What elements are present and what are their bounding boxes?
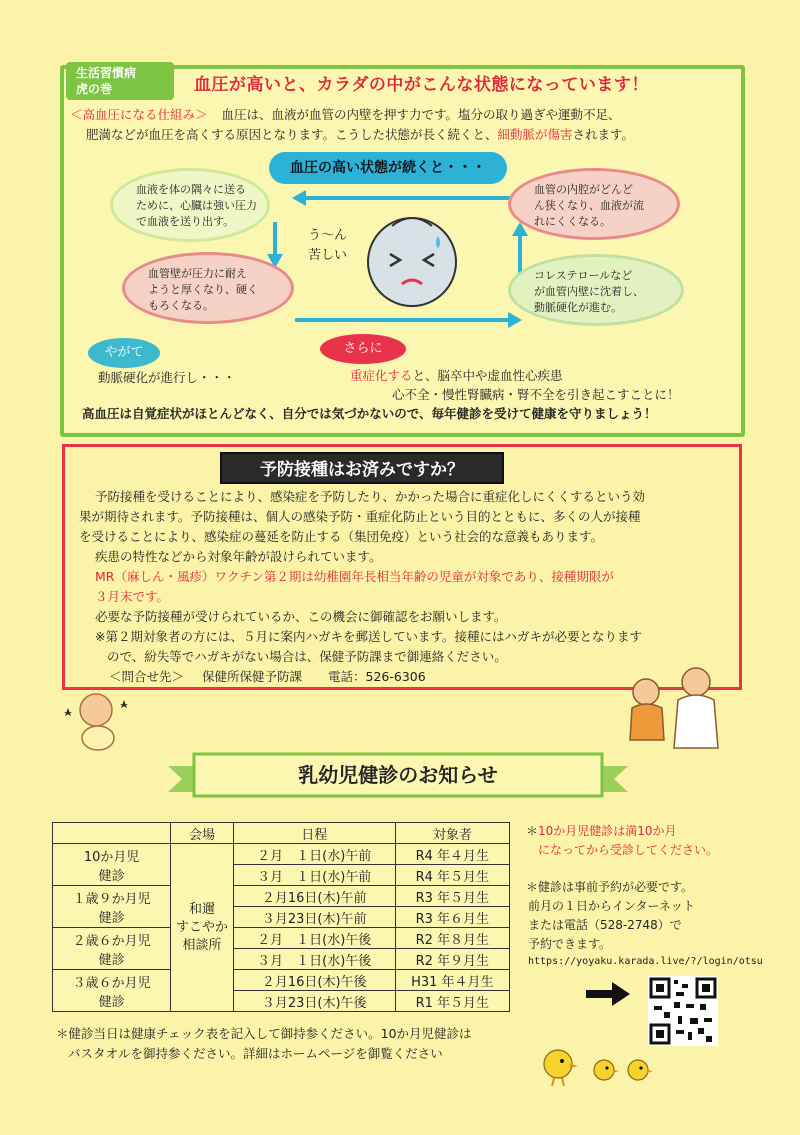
vacc-line2: 果が期待されます。予防接種は、個人の感染予防・重症化防止という目的とともに、多くの人が接種 (79, 509, 641, 524)
bubble-line: ん狭くなり、血液が流 (534, 199, 644, 212)
header-date: 日程 (233, 823, 395, 844)
note-text: になってから受診してください。 (538, 843, 719, 857)
date-cell: ２月16日(木)午前 (233, 886, 395, 907)
date-cell: ２月 １日(水)午後 (233, 928, 395, 949)
date-cell: ３月 １日(水)午前 (233, 865, 395, 886)
doctor-child-icon (618, 660, 738, 750)
vacc-line3: を受けることにより、感染症の蔓延を防止する（集団免疫）という社会的な意義もあります。 (79, 529, 604, 544)
note-text: 10か月児健診は満10か月 (538, 824, 677, 838)
footer-notes (56, 1024, 472, 1064)
note-line: 前月の１日からインターネット (528, 899, 695, 913)
section-title: 血圧が高いと、カラダの中がこんな状態になっています！ (194, 75, 649, 95)
severe-highlight: 重症化する (350, 368, 413, 383)
checkup-name (53, 886, 171, 928)
target-cell: R1 年５月生 (395, 991, 509, 1012)
header-target: 対象者 (395, 823, 509, 844)
chick-icon (594, 1060, 619, 1080)
name-line: ３歳６か月児 (72, 975, 151, 991)
contact-label: ＜問合せ先＞ (109, 669, 185, 684)
venue-line: 和邇 (188, 901, 215, 917)
name-line: 健診 (98, 952, 125, 968)
checkup-name (53, 844, 171, 886)
target-cell: R2 年９月生 (395, 949, 509, 970)
tag-line2: 虎の巻 (76, 82, 113, 96)
vacc-line6: ３月末です。 (95, 589, 170, 604)
date-cell: ２月 １日(水)午前 (233, 844, 395, 865)
contact-dept: 保健所保健予防課 (202, 669, 303, 684)
bubble-heart (110, 168, 270, 242)
venue-line: すこやか (175, 919, 228, 935)
chick-icon (544, 1050, 578, 1086)
target-cell: R2 年８月生 (395, 928, 509, 949)
target-cell: R4 年５月生 (395, 865, 509, 886)
name-line: ２歳６か月児 (72, 933, 151, 949)
arrow-right-icon (508, 312, 522, 328)
target-cell: H31 年４月生 (395, 970, 509, 991)
vacc-line5: MR（麻しん・風疹）ワクチン第２期は幼稚園年長相当年齢の児童が対象であり、接種期限が (95, 569, 614, 584)
schedule-table (52, 822, 510, 1012)
name-line: 健診 (98, 994, 125, 1010)
name-line: 健診 (98, 910, 125, 926)
venue-line: 相談所 (182, 937, 222, 953)
bubble-cholesterol (508, 254, 684, 326)
bubble-wall (122, 252, 294, 324)
chick-icon (628, 1060, 653, 1080)
bubble-line: 動脈硬化が進む。 (534, 301, 622, 314)
table-row (53, 970, 510, 991)
bubble-line: で血液を送り出す。 (136, 215, 235, 228)
name-line: １歳９か月児 (72, 891, 151, 907)
checkup-title: 乳幼児健診のお知らせ (298, 763, 498, 787)
bubble-lumen (508, 168, 680, 240)
header-venue: 会場 (171, 823, 234, 844)
note-line: ＊健診は事前予約が必要です。 (526, 880, 694, 894)
bubble-line: 血液を体の隅々に送る (136, 183, 246, 196)
checkup-name (53, 970, 171, 1012)
target-cell: R4 年４月生 (395, 844, 509, 865)
date-cell: ３月23日(木)午後 (233, 991, 395, 1012)
footer-line1: ＊健診当日は健康チェック表を記入して御持参ください。10か月児健診は (56, 1026, 472, 1041)
chick-icons (540, 1044, 660, 1094)
intro-line1: 血圧は、血液が血管の内壁を押す力です。塩分の取り過ぎや運動不足、 (221, 107, 621, 122)
target-cell: R3 年６月生 (395, 907, 509, 928)
vacc-line8: ※第２期対象者の方には、５月に案内ハガキを郵送しています。接種にはハガキが必要となります (95, 629, 642, 644)
date-cell: ３月23日(木)午前 (233, 907, 395, 928)
date-cell: ２月16日(木)午後 (233, 970, 395, 991)
bubble-line: ようと厚くなり、硬く (148, 283, 258, 296)
note-star: ＊ (526, 824, 539, 838)
name-line: 10か月児 (83, 849, 140, 865)
speech-line1: う～ん (308, 228, 348, 243)
face-speech (308, 226, 347, 266)
bubble-line: コレステロールなど (534, 269, 633, 282)
arrow-right-icon (586, 982, 630, 1006)
severe-line1 (350, 366, 563, 386)
note-line: 予約できます。 (528, 937, 612, 951)
reservation-url[interactable]: https://yoyaku.karada.live/?/login/otsu (528, 956, 763, 967)
vacc-line9: ので、紛失等でハガキがない場合は、保健予防課まで御連絡ください。 (107, 649, 507, 664)
table-header-row (53, 823, 510, 844)
vacc-line4: 疾患の特性などから対象年齢が設けられています。 (95, 549, 382, 564)
vacc-line7: 必要な予防接種が受けられているか、この機会に御確認をお願いします。 (95, 609, 507, 624)
bubble-line: 血管の内腔がどんど (534, 183, 633, 196)
contact-tel: 電話：526-6306 (328, 669, 426, 684)
intro-text (70, 105, 740, 145)
speech-line2: 苦しい (308, 248, 348, 263)
yagate-text: 動脈硬化が進行し・・・ (98, 370, 236, 385)
severe-line2: 心不全・慢性腎臓病・腎不全を引き起こすことに！ (392, 387, 680, 402)
header-empty (53, 823, 171, 844)
date-cell: ３月 １日(水)午後 (233, 949, 395, 970)
checkup-name (53, 928, 171, 970)
note-reservation (526, 878, 766, 954)
baby-icon (58, 688, 138, 758)
severe-text: と、脳卒中や虚血性心疾患 (412, 368, 563, 383)
mechanism-label: ＜高血圧になる仕組み＞ (70, 107, 208, 122)
bubble-line: が血管内壁に沈着し、 (534, 285, 644, 298)
vaccination-title: 予防接種はお済みですか？ (220, 452, 504, 484)
bubble-line: もろくなる。 (148, 299, 214, 312)
contact-line (109, 667, 426, 687)
table-row (53, 844, 510, 865)
arrow-left-icon (292, 190, 306, 206)
bottom-message: 高血圧は自覚症状がほとんどなく、自分では気づかないので、毎年健診を受けて健康を守りましょう！ (82, 406, 657, 421)
cycle-banner: 血圧の高い状態が続くと・・・ (269, 152, 507, 184)
suffering-face-icon (362, 206, 462, 312)
note-line: または電話（528-2748）で (528, 918, 682, 932)
qr-code-icon[interactable] (648, 976, 718, 1046)
section-tag (66, 62, 174, 100)
table-row (53, 886, 510, 907)
yagate-badge: やがて (88, 338, 160, 368)
tag-line1: 生活習慣病 (76, 66, 137, 80)
vacc-line1: 予防接種を受けることにより、感染症を予防したり、かかった場合に重症化しにくくするという効 (95, 489, 646, 504)
intro-line2-end: されます。 (572, 127, 635, 142)
bubble-line: れにくくなる。 (534, 215, 611, 228)
intro-highlight: 細動脈が傷害 (497, 127, 573, 142)
target-cell: R3 年５月生 (395, 886, 509, 907)
venue-cell (171, 844, 234, 1012)
bubble-line: 血管壁が圧力に耐え (148, 267, 247, 280)
note-ten-month (526, 822, 756, 860)
name-line: 健診 (98, 868, 125, 884)
footer-line2: バスタオルを御持参ください。詳細はホームページを御覧ください (68, 1046, 443, 1061)
intro-line2: 肥満などが血圧を高くする原因となります。こうした状態が長く続くと、 (86, 127, 498, 142)
table-row (53, 928, 510, 949)
bubble-line: ために、心臓は強い圧力 (136, 199, 257, 212)
sarani-badge: さらに (320, 334, 406, 364)
